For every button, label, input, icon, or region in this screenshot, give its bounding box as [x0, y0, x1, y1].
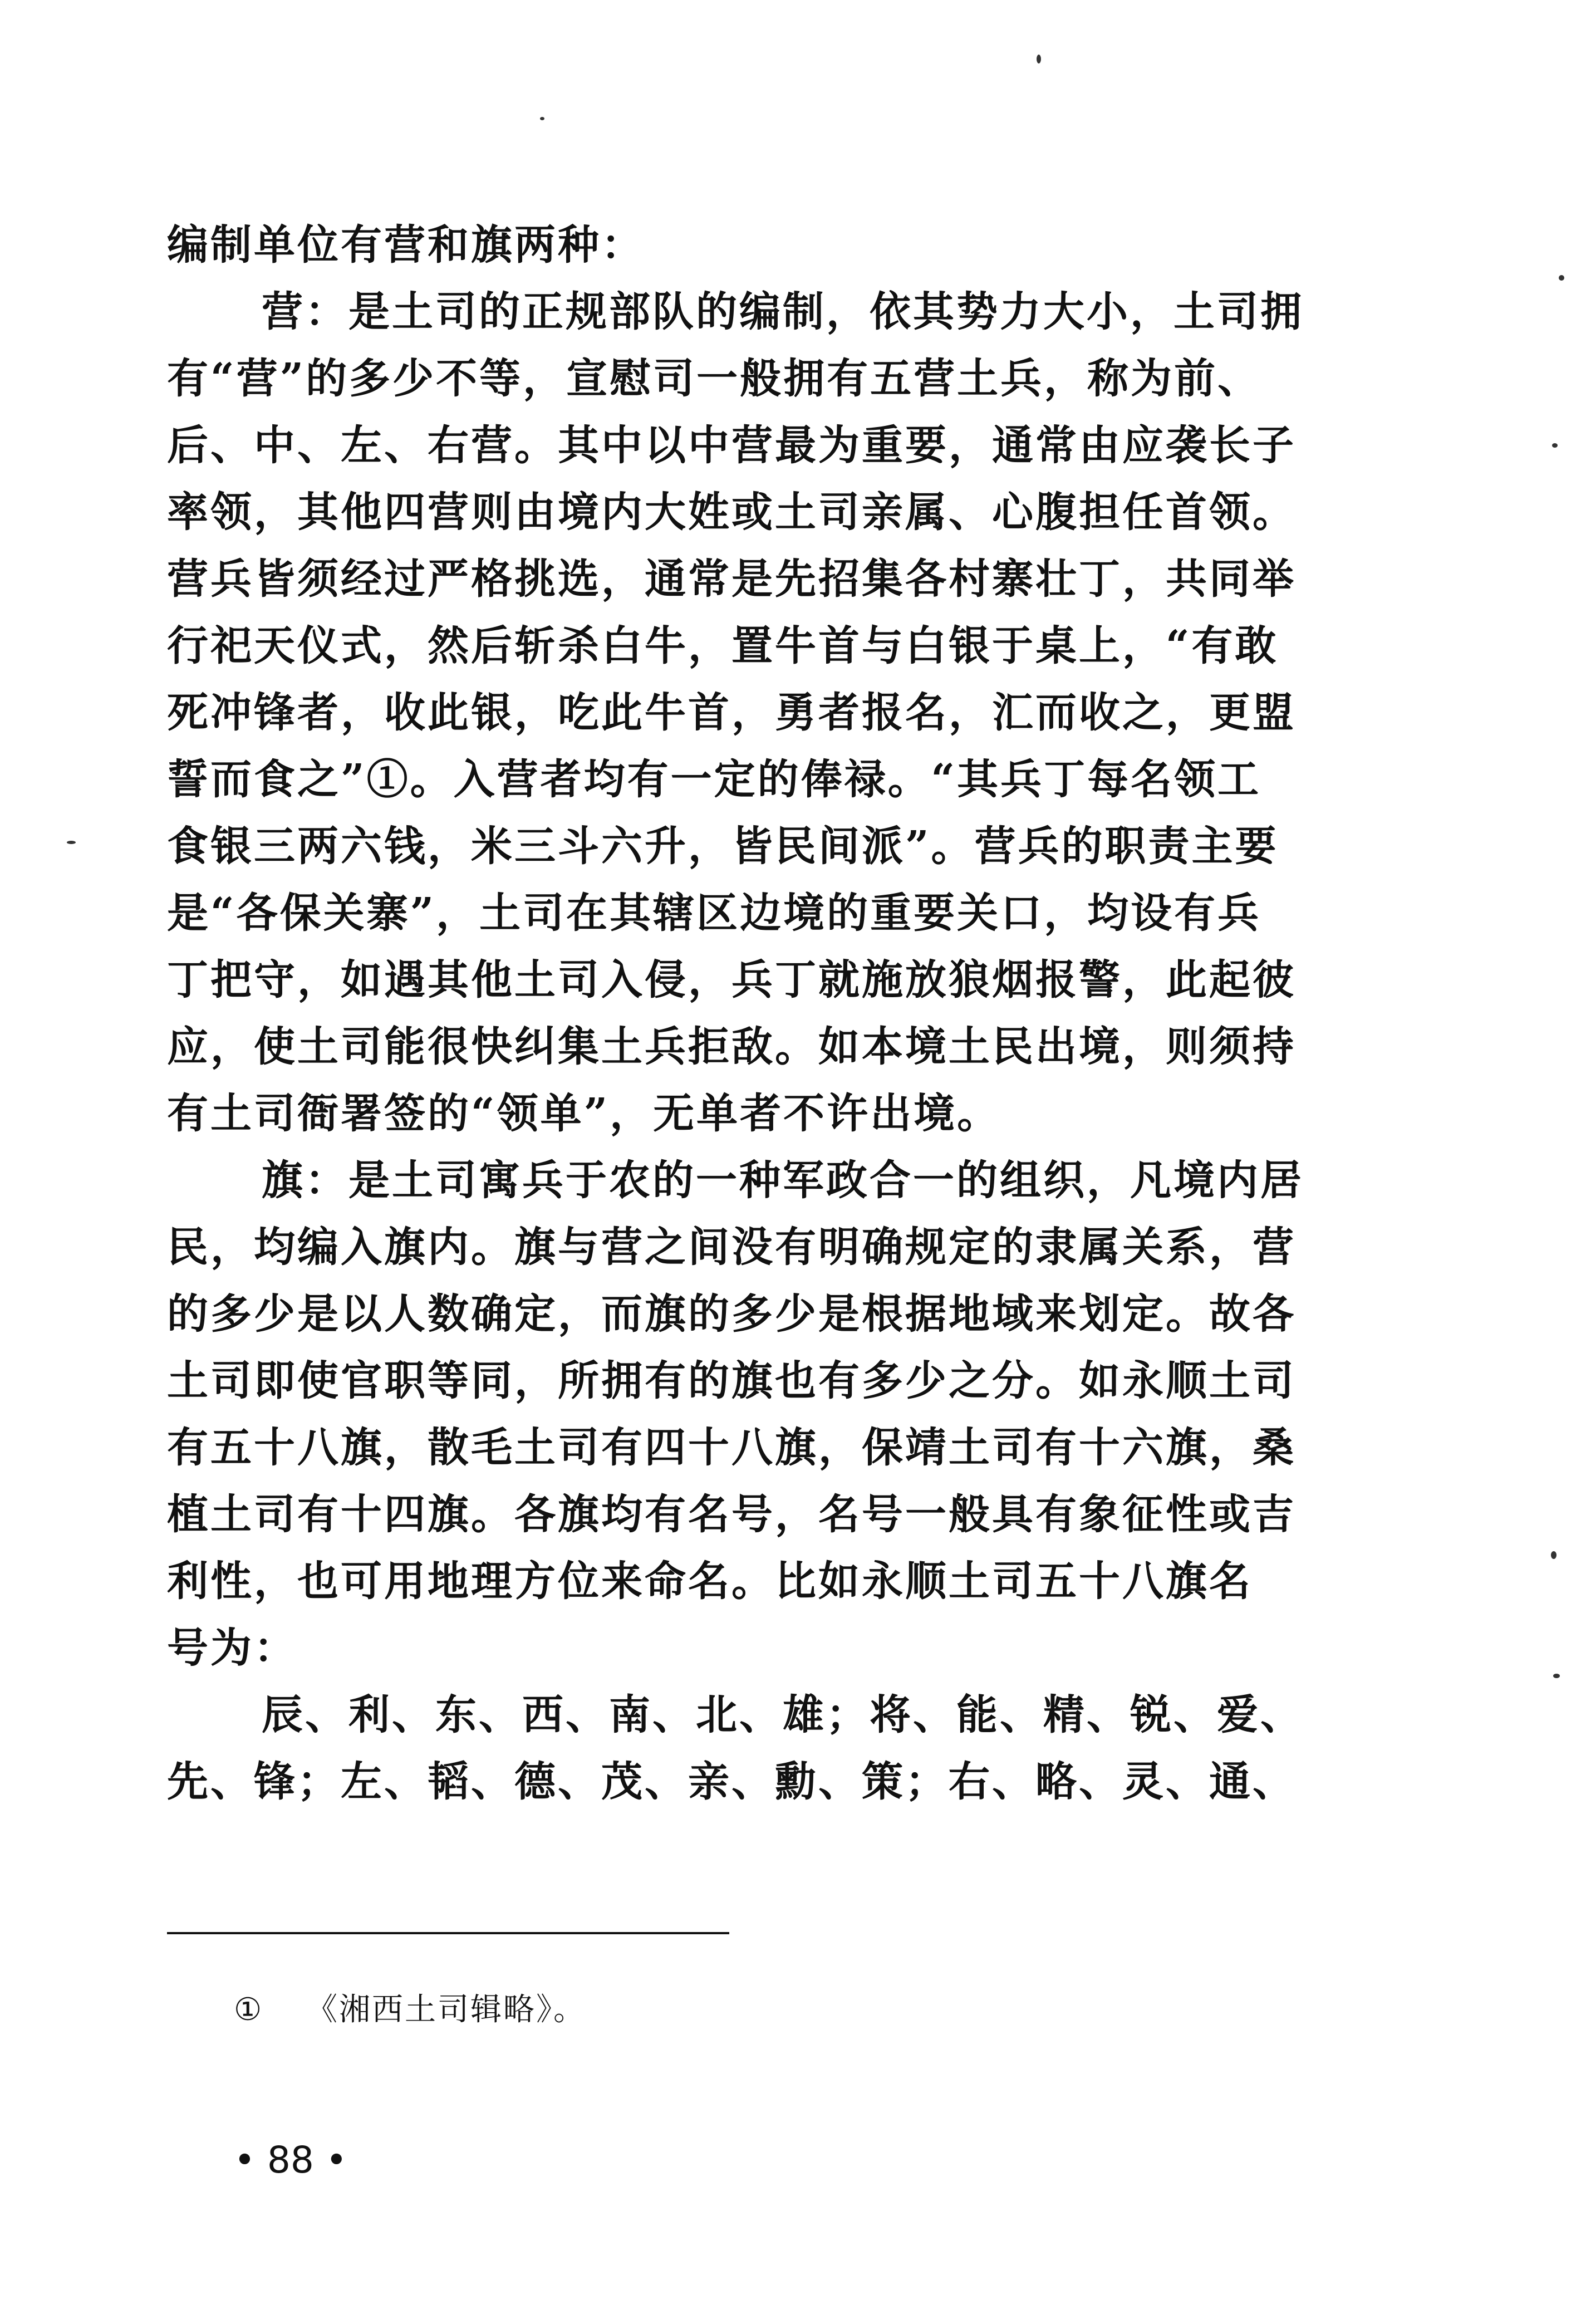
text-line: 死冲锋者，收此银，吃此牛首，勇者报名，汇而收之，更盟 [167, 689, 1296, 737]
text-line: 丁把守，如遇其他土司入侵，兵丁就施放狼烟报警，此起彼 [167, 956, 1296, 1004]
scan-speck [1559, 275, 1564, 281]
text-line: 应，使土司能很快纠集土兵拒敌。如本境土民出境，则须持 [167, 1023, 1296, 1071]
scan-speck [1552, 443, 1558, 448]
text-line: 食银三两六钱，米三斗六升，皆民间派”。营兵的职责主要 [167, 822, 1279, 870]
text-line: 土司即使官职等同，所拥有的旗也有多少之分。如永顺土司 [167, 1357, 1296, 1405]
text-line: 后、中、左、右营。其中以中营最为重要，通常由应袭长子 [167, 421, 1296, 469]
text-line: 是“各保关寨”，土司在其辖区边境的重要关口，均设有兵 [167, 889, 1261, 937]
text-line: 的多少是以人数确定，而旗的多少是根据地域来划定。故各 [167, 1290, 1296, 1338]
text-line: 营兵皆须经过严格挑选，通常是先招集各村寨壮丁，共同举 [167, 555, 1296, 603]
scan-speck [1037, 55, 1041, 63]
scan-speck [1553, 1674, 1560, 1678]
text-line: 有五十八旗，散毛土司有四十八旗，保靖土司有十六旗，桑 [167, 1424, 1296, 1472]
text-line: 利性，也可用地理方位来命名。比如永顺土司五十八旗名 [167, 1557, 1253, 1605]
text-line: 先、锋；左、韬、德、茂、亲、勳、策；右、略、灵、通、 [167, 1758, 1296, 1806]
scan-speck [1551, 1551, 1556, 1559]
scan-speck [540, 117, 544, 120]
footnote [234, 1990, 586, 2029]
text-line: 编制单位有营和旗两种： [167, 221, 645, 269]
text-line: 有土司衙署签的“领单”，无单者不许出境。 [167, 1090, 1001, 1138]
text-line: 植土司有十四旗。各旗均有名号，名号一般具有象征性或吉 [167, 1491, 1296, 1538]
text-line-paragraph-start: 旗：是土司寓兵于农的一种军政合一的组织，凡境内居 [262, 1156, 1304, 1204]
body-text [167, 212, 1408, 1815]
footnote-text: 《湘西土司辑略》。 [306, 1992, 586, 2028]
scan-speck [67, 841, 76, 844]
text-line: 民，均编入旗内。旗与营之间没有明确规定的隶属关系，营 [167, 1223, 1296, 1271]
text-line: 号为： [167, 1624, 297, 1672]
text-line: 行祀天仪式，然后斩杀白牛，置牛首与白银于桌上，“有敢 [167, 622, 1279, 670]
text-line: 誓而食之”①。入营者均有一定的俸禄。“其兵丁每名领工 [167, 756, 1261, 803]
text-line-paragraph-start: 辰、利、东、西、南、北、雄；将、能、精、锐、爱、 [262, 1691, 1304, 1739]
text-line: 有“营”的多少不等，宣慰司一般拥有五营土兵，称为前、 [167, 355, 1261, 403]
text-line: 率领，其他四营则由境内大姓或土司亲属、心腹担任首领。 [167, 488, 1296, 536]
footnote-divider [167, 1932, 729, 1934]
footnote-marker: ① [234, 1992, 264, 2028]
page-number: • 88 • [234, 2139, 347, 2181]
text-line-paragraph-start: 营：是土司的正规部队的编制，依其势力大小，土司拥 [262, 288, 1304, 336]
